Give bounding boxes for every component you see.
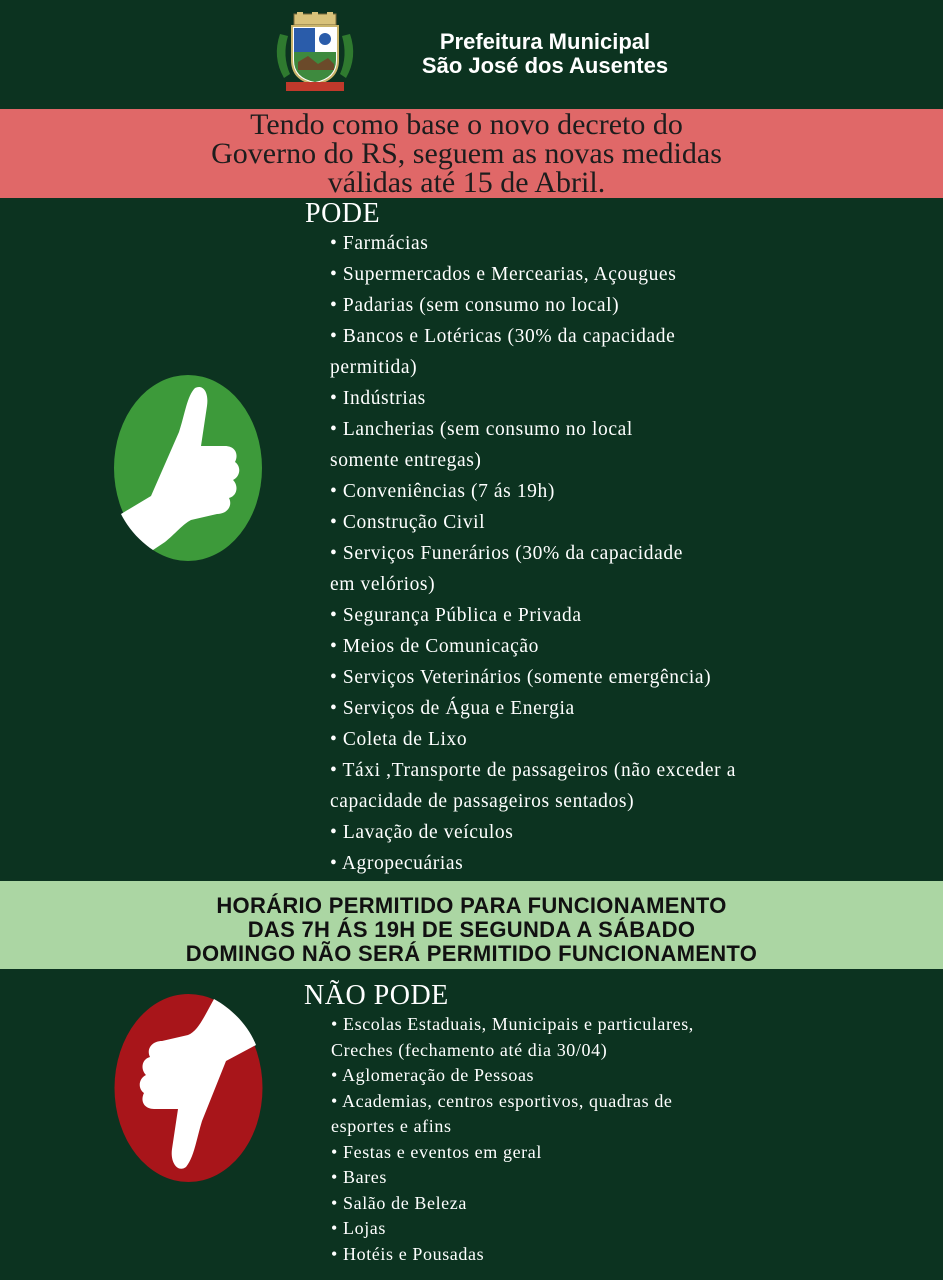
list-item: • Farmácias xyxy=(330,233,429,254)
list-item: • Lavação de veículos xyxy=(330,822,514,843)
list-item: • Agropecuárias xyxy=(330,853,464,874)
list-item: • Segurança Pública e Privada xyxy=(330,605,582,626)
header-title-line2: São José dos Ausentes xyxy=(421,53,669,78)
decree-banner xyxy=(0,109,943,198)
list-item: Creches (fechamento até dia 30/04) xyxy=(331,1039,608,1060)
list-item: • Meios de Comunicação xyxy=(330,636,540,657)
list-item: • Serviços Funerários (30% da capacidade xyxy=(330,543,683,564)
list-item: • Escolas Estaduais, Municipais e particulares, xyxy=(331,1014,694,1034)
opening-hours-banner xyxy=(0,881,943,969)
list-item: capacidade de passageiros sentados) xyxy=(330,791,635,812)
prohibited-activities-list xyxy=(331,1012,931,1267)
header xyxy=(0,0,943,108)
hours-line: HORÁRIO PERMITIDO PARA FUNCIONAMENTO xyxy=(216,893,727,918)
decree-line: Governo do RS, seguem as novas medidas xyxy=(211,137,722,170)
list-item: • Hotéis e Pousadas xyxy=(331,1243,485,1264)
list-item: • Indústrias xyxy=(330,388,426,409)
list-item: • Construção Civil xyxy=(330,512,486,533)
hours-line: DAS 7H ÁS 19H DE SEGUNDA A SÁBADO xyxy=(247,917,696,942)
list-item: • Coleta de Lixo xyxy=(330,729,468,750)
list-item: • Conveniências (7 ás 19h) xyxy=(330,481,555,502)
list-item: • Aglomeração de Pessoas xyxy=(331,1065,535,1085)
list-item: somente entregas) xyxy=(330,450,482,471)
list-item: • Serviços Veterinários (somente emergência) xyxy=(330,667,712,688)
pode-heading: PODE xyxy=(305,198,381,229)
hours-line: DOMINGO NÃO SERÁ PERMITIDO FUNCIONAMENTO xyxy=(185,941,758,966)
nao-pode-heading: NÃO PODE xyxy=(304,980,449,1011)
list-item: • Bancos e Lotéricas (30% da capacidade xyxy=(330,326,676,347)
decree-line: Tendo como base o novo decreto do xyxy=(250,108,683,141)
thumbs-down-icon xyxy=(114,993,263,1183)
list-item: • Lancherias (sem consumo no local xyxy=(330,419,633,440)
header-title-line1: Prefeitura Municipal xyxy=(439,29,651,54)
list-item: • Festas e eventos em geral xyxy=(331,1141,542,1162)
list-item: • Supermercados e Mercearias, Açougues xyxy=(330,264,677,285)
header-title xyxy=(385,30,705,78)
list-item: esportes e afins xyxy=(331,1116,452,1136)
list-item: • Padarias (sem consumo no local) xyxy=(330,295,620,316)
list-item: • Salão de Beleza xyxy=(331,1192,467,1213)
allowed-activities-list xyxy=(330,228,930,879)
decree-line: válidas até 15 de Abril. xyxy=(327,166,606,199)
thumbs-up-icon xyxy=(113,374,263,562)
list-item: em velórios) xyxy=(330,574,436,595)
list-item: • Lojas xyxy=(331,1218,386,1238)
list-item: • Serviços de Água e Energia xyxy=(330,698,575,719)
list-item: • Academias, centros esportivos, quadras de xyxy=(331,1090,673,1111)
list-item: • Bares xyxy=(331,1167,387,1187)
list-item: permitida) xyxy=(330,357,418,378)
municipal-crest-logo xyxy=(268,12,362,94)
list-item: • Táxi ,Transporte de passageiros (não exceder a xyxy=(330,760,737,781)
